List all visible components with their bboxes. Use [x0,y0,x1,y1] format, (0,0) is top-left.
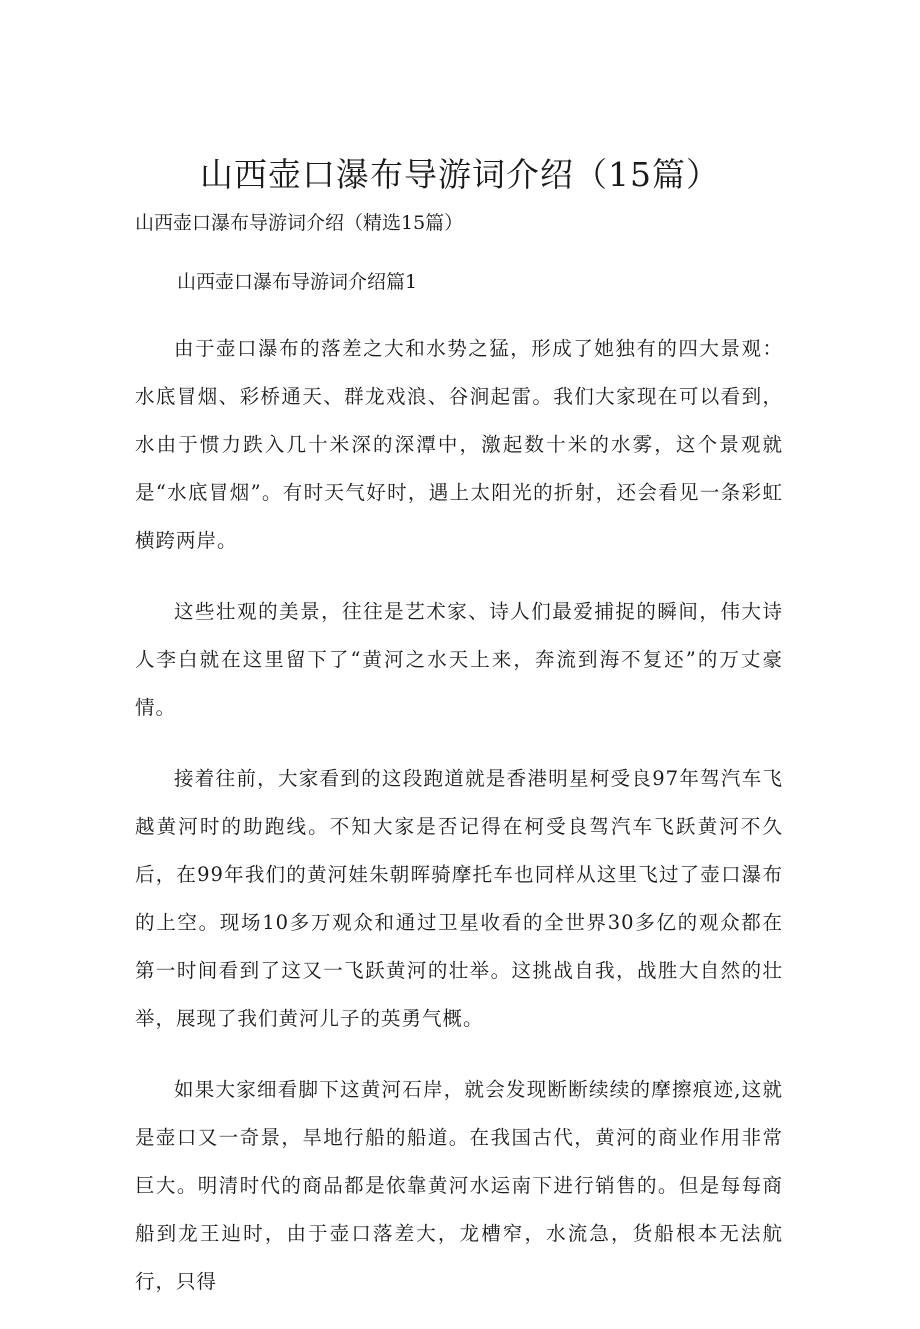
section-heading: 山西壶口瀑布导游词介绍篇1 [177,271,418,293]
paragraph-3: 接着往前，大家看到的这段跑道就是香港明星柯受良97年驾汽车飞越黄河时的助跑线。不知大家是否记得在柯受良驾汽车飞跃黄河不久后，在99年我们的黄河娃朱朝晖骑摩托车也同样从这里飞过了壶口瀑布的上空。现场10多万观众和通过卫星收看的全世界30多亿的观众都在第一时间看到了这又一飞跃黄河的壮举。这挑战自我，战胜大自然的壮举，展现了我们黄河儿子的英勇气概。 [135,767,783,1030]
document-title: 山西壶口瀑布导游词介绍（15篇） [200,155,720,194]
paragraph-4: 如果大家细看脚下这黄河石岸，就会发现断断续续的摩擦痕迹,这就是壶口又一奇景，旱地行船的船道。在我国古代，黄河的商业作用非常巨大。明清时代的商品都是依靠黄河水运南下进行销售的。但是每每商船到龙王辿时，由于壶口落差大，龙槽窄，水流急，货船根本无法航行，只得 [135,1078,783,1293]
paragraph-1: 由于壶口瀑布的落差之大和水势之猛，形成了她独有的四大景观：水底冒烟、彩桥通天、群龙戏浪、谷涧起雷。我们大家现在可以看到，水由于惯力跌入几十米深的深潭中，激起数十米的水雾，这个景观就是“水底冒烟”。有时天气好时，遇上太阳光的折射，还会看见一条彩虹横跨两岸。 [135,337,783,552]
paragraph-2: 这些壮观的美景，往往是艺术家、诗人们最爱捕捉的瞬间，伟大诗人李白就在这里留下了“黄河之水天上来，奔流到海不复还”的万丈豪情。 [135,600,783,719]
document-subtitle: 山西壶口瀑布导游词介绍（精选15篇） [135,212,464,234]
document-body [135,325,783,1329]
